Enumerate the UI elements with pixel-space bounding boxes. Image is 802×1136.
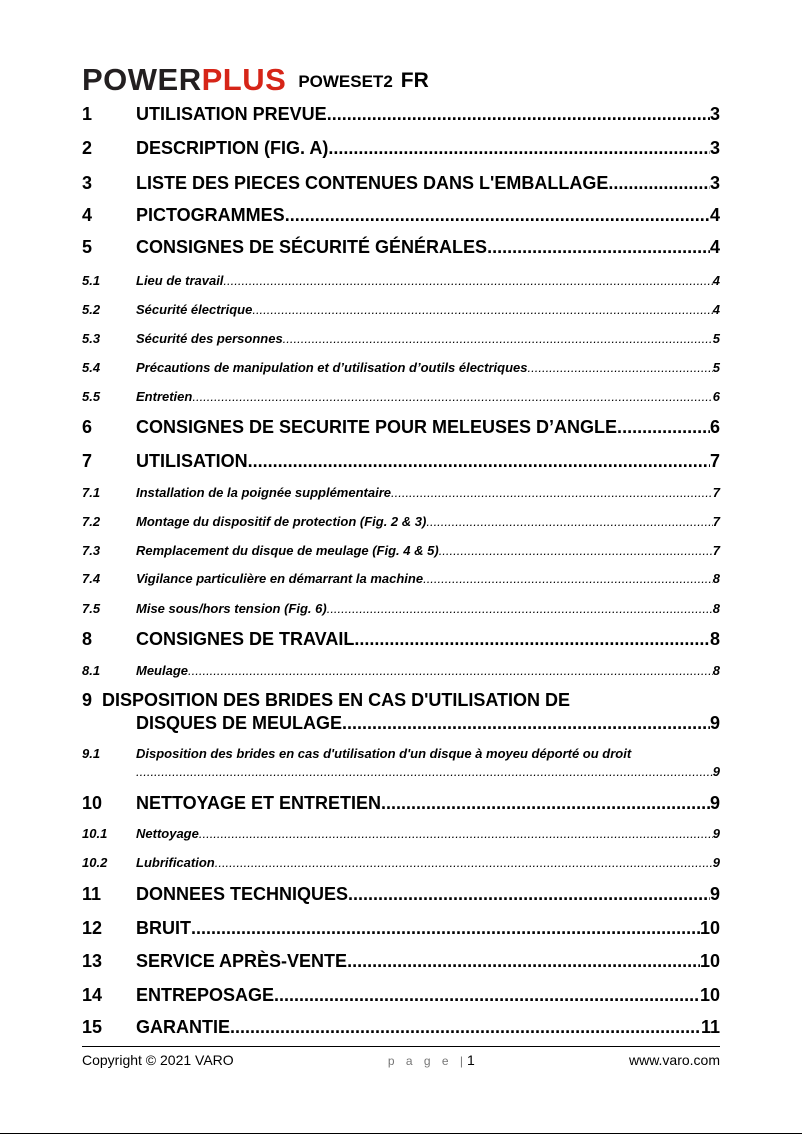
toc-entry-10-2[interactable]: 10.2 Lubrification ..... 9 [82, 855, 720, 870]
website-link[interactable]: www.varo.com [628, 1052, 720, 1068]
toc-entry-9-1-line1[interactable]: 9.1 Disposition des brides en cas d'utilisation d'un disque à moyeu déporté ou droit [82, 746, 632, 761]
toc-entry-5-3[interactable]: 5.3 Sécurité des personnes ..... 5 [82, 331, 720, 346]
bottom-edge-line [0, 1133, 802, 1134]
copyright-text: Copyright © 2021 VARO [82, 1052, 234, 1068]
toc-entry-5[interactable]: 5 CONSIGNES DE SÉCURITÉ GÉNÉRALES ..... 4 [82, 237, 720, 258]
page-number: 1 [467, 1052, 475, 1068]
toc-entry-5-5[interactable]: 5.5 Entretien ..... 6 [82, 389, 720, 404]
toc-entry-9[interactable]: DISQUES DE MEULAGE ..... 9 [82, 713, 720, 734]
toc-entry-7[interactable]: 7 UTILISATION ..... 7 [82, 451, 720, 472]
toc-entry-6[interactable]: 6 CONSIGNES DE SECURITE POUR MELEUSES D’ANGLE. ..... 6 [82, 417, 720, 438]
toc-entry-9-line1[interactable]: 9 DISPOSITION DES BRIDES EN CAS D'UTILISATION DE [82, 690, 571, 710]
toc-entry-5-4[interactable]: 5.4 Précautions de manipulation et d’utilisation d’outils électriques ..... 5 [82, 360, 720, 375]
toc-entry-7-2[interactable]: 7.2 Montage du dispositif de protection (Fig. 2 & 3) ..... 7 [82, 514, 720, 529]
toc-entry-9-1[interactable]: ..... 9 [82, 764, 720, 779]
footer-divider [82, 1046, 720, 1047]
toc-entry-8-1[interactable]: 8.1 Meulage ..... 8 [82, 663, 720, 678]
powerplus-logo: POWERPLUS [82, 61, 287, 97]
toc-entry-14[interactable]: 14 ENTREPOSAGE ..... 10 [82, 985, 720, 1006]
toc-entry-3[interactable]: 3 LISTE DES PIECES CONTENUES DANS L'EMBALLAGE ..... 3 [82, 173, 720, 194]
toc-entry-5-2[interactable]: 5.2 Sécurité électrique ..... 4 [82, 302, 720, 317]
toc-entry-15[interactable]: 15 GARANTIE ..... 11 [82, 1017, 720, 1038]
toc-entry-7-1[interactable]: 7.1 Installation de la poignée supplémentaire ..... 7 [82, 485, 720, 500]
toc-entry-13[interactable]: 13 SERVICE APRÈS-VENTE ..... 10 [82, 951, 720, 972]
toc-entry-12[interactable]: 12 BRUIT ..... 10 [82, 918, 720, 939]
toc-entry-2[interactable]: 2 DESCRIPTION (FIG. A) ..... 3 [82, 138, 720, 159]
model-code: POWESET2 [298, 72, 393, 91]
page-footer [82, 1052, 720, 1068]
toc-entry-8[interactable]: 8 CONSIGNES DE TRAVAIL ..... 8 [82, 629, 720, 650]
toc-entry-1[interactable]: 1 UTILISATION PREVUE ..... 3 [82, 104, 720, 125]
toc-entry-4[interactable]: 4 PICTOGRAMMES ..... 4 [82, 205, 720, 226]
toc-entry-10[interactable]: 10 NETTOYAGE ET ENTRETIEN ..... 9 [82, 793, 720, 814]
toc-entry-5-1[interactable]: 5.1 Lieu de travail ..... 4 [82, 273, 720, 288]
toc-entry-7-4[interactable]: 7.4 Vigilance particulière en démarrant la machine ..... 8 [82, 571, 720, 586]
document-header [82, 62, 429, 96]
toc-entry-11[interactable]: 11 DONNEES TECHNIQUES ..... 9 [82, 884, 720, 905]
toc-entry-10-1[interactable]: 10.1 Nettoyage ..... 9 [82, 826, 720, 841]
toc-entry-7-3[interactable]: 7.3 Remplacement du disque de meulage (Fig. 4 & 5) ..... 7 [82, 543, 720, 558]
page-indicator: p a g e |1 [387, 1052, 475, 1068]
toc-entry-7-5[interactable]: 7.5 Mise sous/hors tension (Fig. 6) ..... 8 [82, 601, 720, 616]
language-code: FR [400, 69, 429, 92]
